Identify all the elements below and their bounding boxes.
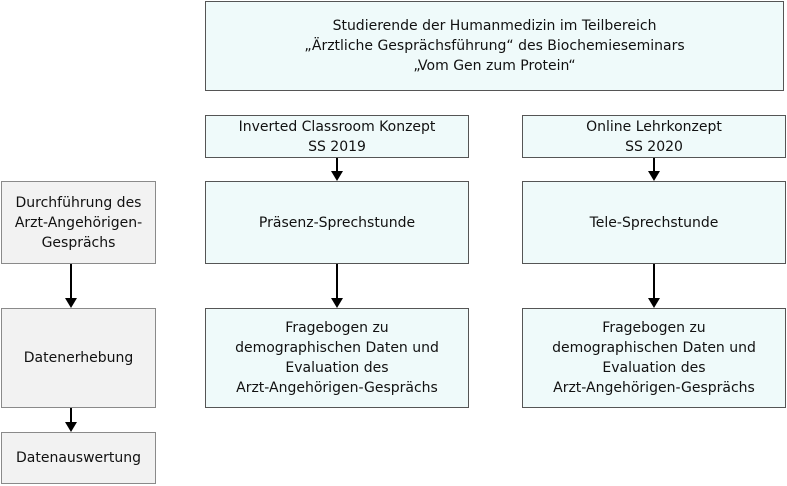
online-concept-text: Online Lehrkonzept SS 2020 xyxy=(586,118,722,155)
stage-conduct-text: Durchführung des Arzt-Angehörigen- Gesprächs xyxy=(14,194,143,251)
target-group-text: Studierende der Humanmedizin im Teilbereich „Ärztliche Gesprächsführung“ des Biochemieseminars „Vom Gen zum Protein“ xyxy=(304,18,685,74)
inverted-classroom-text: Inverted Classroom Konzept SS 2019 xyxy=(238,118,436,155)
stage-analysis-text: Datenauswertung xyxy=(15,450,142,466)
right-questionnaire-text: Fragebogen zu demographischen Daten und Evaluation des Arzt-Angehörigen-Gesprächs xyxy=(552,320,756,396)
left-questionnaire-text: Fragebogen zu demographischen Daten und Evaluation des Arzt-Angehörigen-Gesprächs xyxy=(235,320,439,396)
tele-sprechstunde-text: Tele-Sprechstunde xyxy=(589,214,719,231)
stage-collection-text: Datenerhebung xyxy=(23,350,134,366)
praesenz-sprechstunde-text: Präsenz-Sprechstunde xyxy=(258,214,416,231)
